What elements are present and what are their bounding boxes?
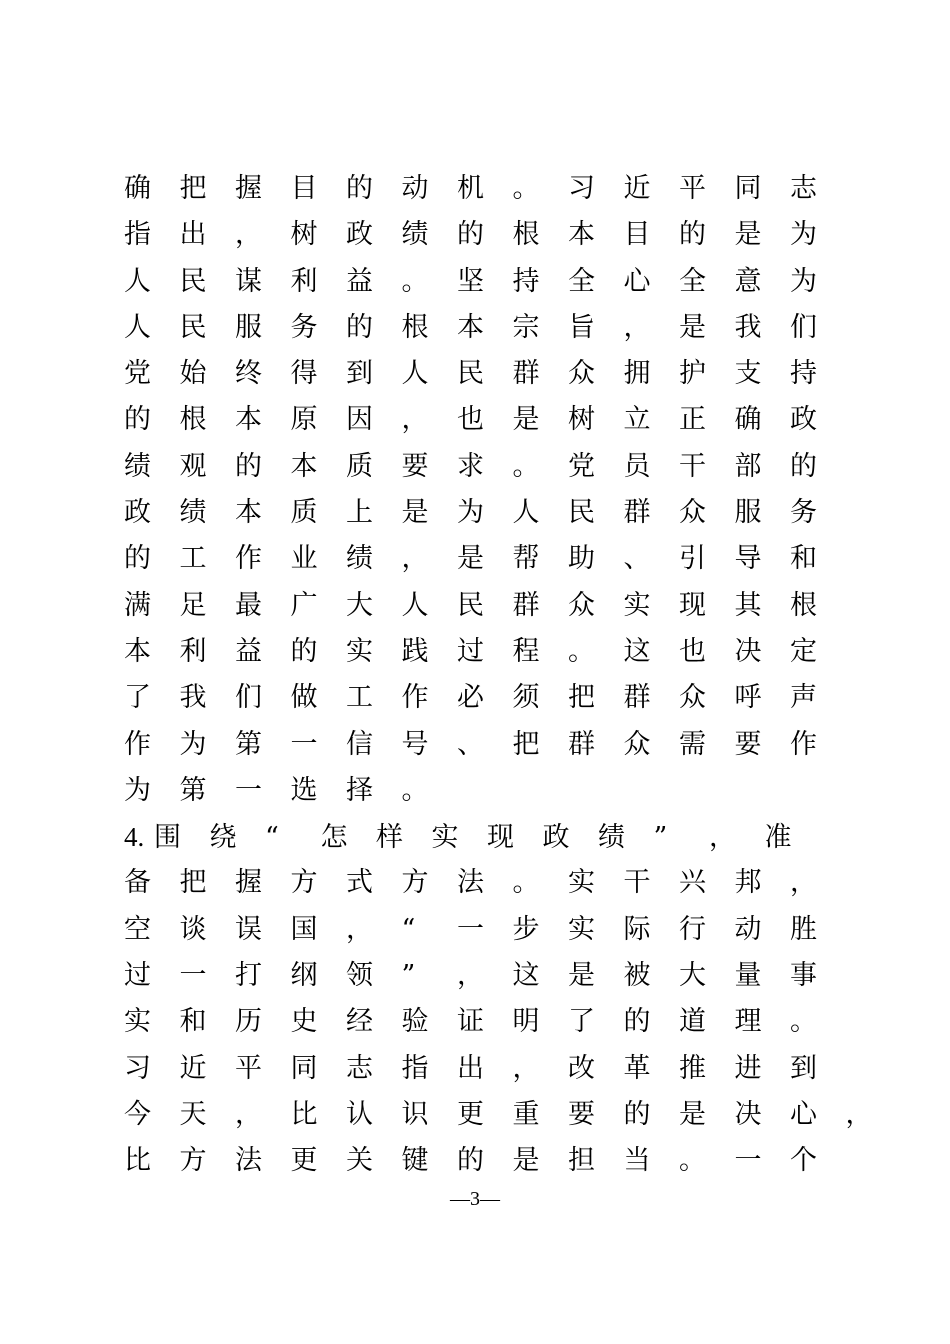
page-number: —3— <box>450 1188 500 1210</box>
text-line: 实 和 历 史 经 验 证 明 了 的 道 理 。 <box>124 1006 817 1038</box>
text-line: 人 民 服 务 的 根 本 宗 旨 ， 是 我 们 <box>124 311 817 343</box>
text-line: 确 把 握 目 的 动 机 。 习 近 平 同 志 <box>124 173 817 204</box>
text-line: 人 民 谋 利 益 。 坚 持 全 心 全 意 为 <box>124 265 817 297</box>
text-line: 政 绩 本 质 上 是 为 人 民 群 众 服 务 <box>124 497 817 529</box>
text-line: 习 近 平 同 志 指 出 ， 改 革 推 进 到 <box>124 1052 817 1084</box>
text-line: 了 我 们 做 工 作 必 须 把 群 众 呼 声 <box>124 682 817 714</box>
text-line: 本 利 益 的 实 践 过 程 。 这 也 决 定 <box>124 635 817 667</box>
text-line: 作 为 第 一 信 号 、 把 群 众 需 要 作 <box>124 728 817 760</box>
text-line: 为 第 一 选 择 。 <box>124 774 429 806</box>
text-line: 比 方 法 更 关 键 的 是 担 当 。 一 个 <box>124 1145 817 1177</box>
text-line: 绩 观 的 本 质 要 求 。 党 员 干 部 的 <box>124 450 817 482</box>
text-line: 4. 围 绕 “ 怎 样 实 现 政 绩 ” ， 准 <box>124 822 792 854</box>
text-line: 党 始 终 得 到 人 民 群 众 拥 护 支 持 <box>124 358 817 390</box>
body-text <box>124 166 873 1185</box>
text-line: 过 一 打 纲 领 ” ， 这 是 被 大 量 事 <box>124 960 817 992</box>
text-line: 指 出 ， 树 政 绩 的 根 本 目 的 是 为 <box>124 219 817 251</box>
text-line: 满 足 最 广 大 人 民 群 众 实 现 其 根 <box>124 589 817 621</box>
text-line: 的 根 本 原 因 ， 也 是 树 立 正 确 政 <box>124 404 817 436</box>
text-line: 空 谈 误 国 ， “ 一 步 实 际 行 动 胜 <box>124 913 817 945</box>
text-line: 今 天 ， 比 认 识 更 重 要 的 是 决 心 ， <box>124 1098 873 1130</box>
text-line: 的 工 作 业 绩 ， 是 帮 助 、 引 导 和 <box>124 543 817 575</box>
text-line: 备 把 握 方 式 方 法 。 实 干 兴 邦 ， <box>124 867 817 899</box>
